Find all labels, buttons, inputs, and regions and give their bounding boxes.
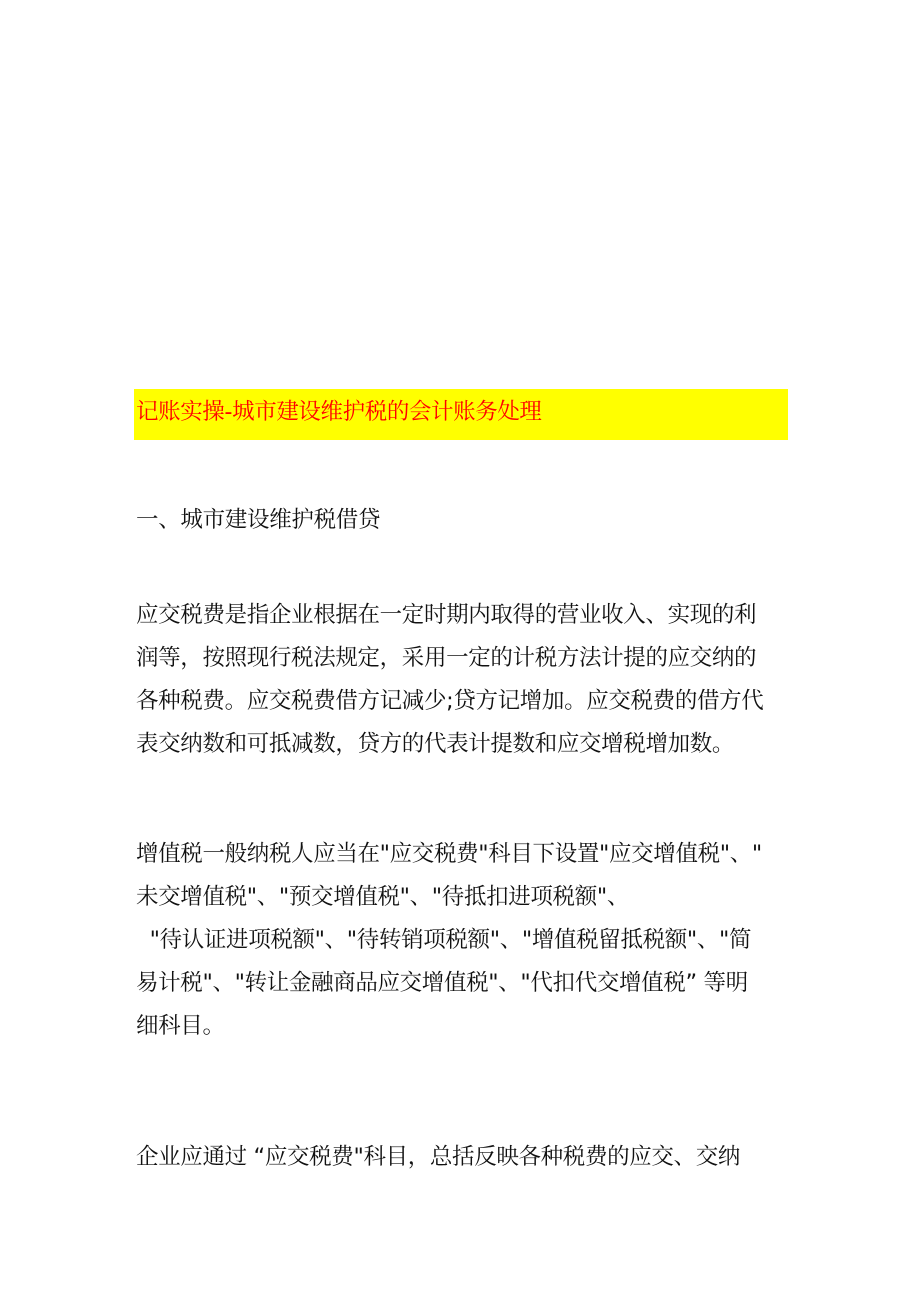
paragraph-line: 各种税费。应交税费借方记减少;贷方记增加。应交税费的借方代 (136, 688, 764, 714)
paragraph-line: 未交增值税"、"预交增值税"、"待抵扣进项税额"、 (136, 884, 629, 910)
paragraph-2 (136, 833, 796, 1048)
title-highlight-band (134, 389, 788, 440)
paragraph-3 (136, 1136, 796, 1179)
paragraph-line: 增值税一般纳税人应当在"应交税费"科目下设置"应交增值税"、" (136, 841, 762, 867)
paragraph-line: 易计税"、"转让金融商品应交增值税"、"代扣代交增值税” 等明 (136, 970, 748, 996)
paragraph-line: 企业应通过 “应交税费"科目，总括反映各种税费的应交、交纳 (136, 1144, 741, 1170)
paragraph-line: 细科目。 (136, 1013, 225, 1039)
paragraph-line: 应交税费是指企业根据在一定时期内取得的营业收入、实现的利 (136, 602, 757, 628)
section-heading: 一、城市建设维护税借贷 (136, 507, 381, 533)
paragraph-line: "待认证进项税额"、"待转销项税额"、"增值税留抵税额"、"简 (136, 927, 752, 953)
paragraph-line: 润等，按照现行税法规定，采用一定的计税方法计提的应交纳的 (136, 645, 757, 671)
paragraph-line: 表交纳数和可抵减数，贷方的代表计提数和应交增税增加数。 (136, 731, 735, 757)
document-title: 记账实操-城市建设维护税的会计账务处理 (136, 399, 542, 425)
paragraph-1 (136, 594, 796, 766)
